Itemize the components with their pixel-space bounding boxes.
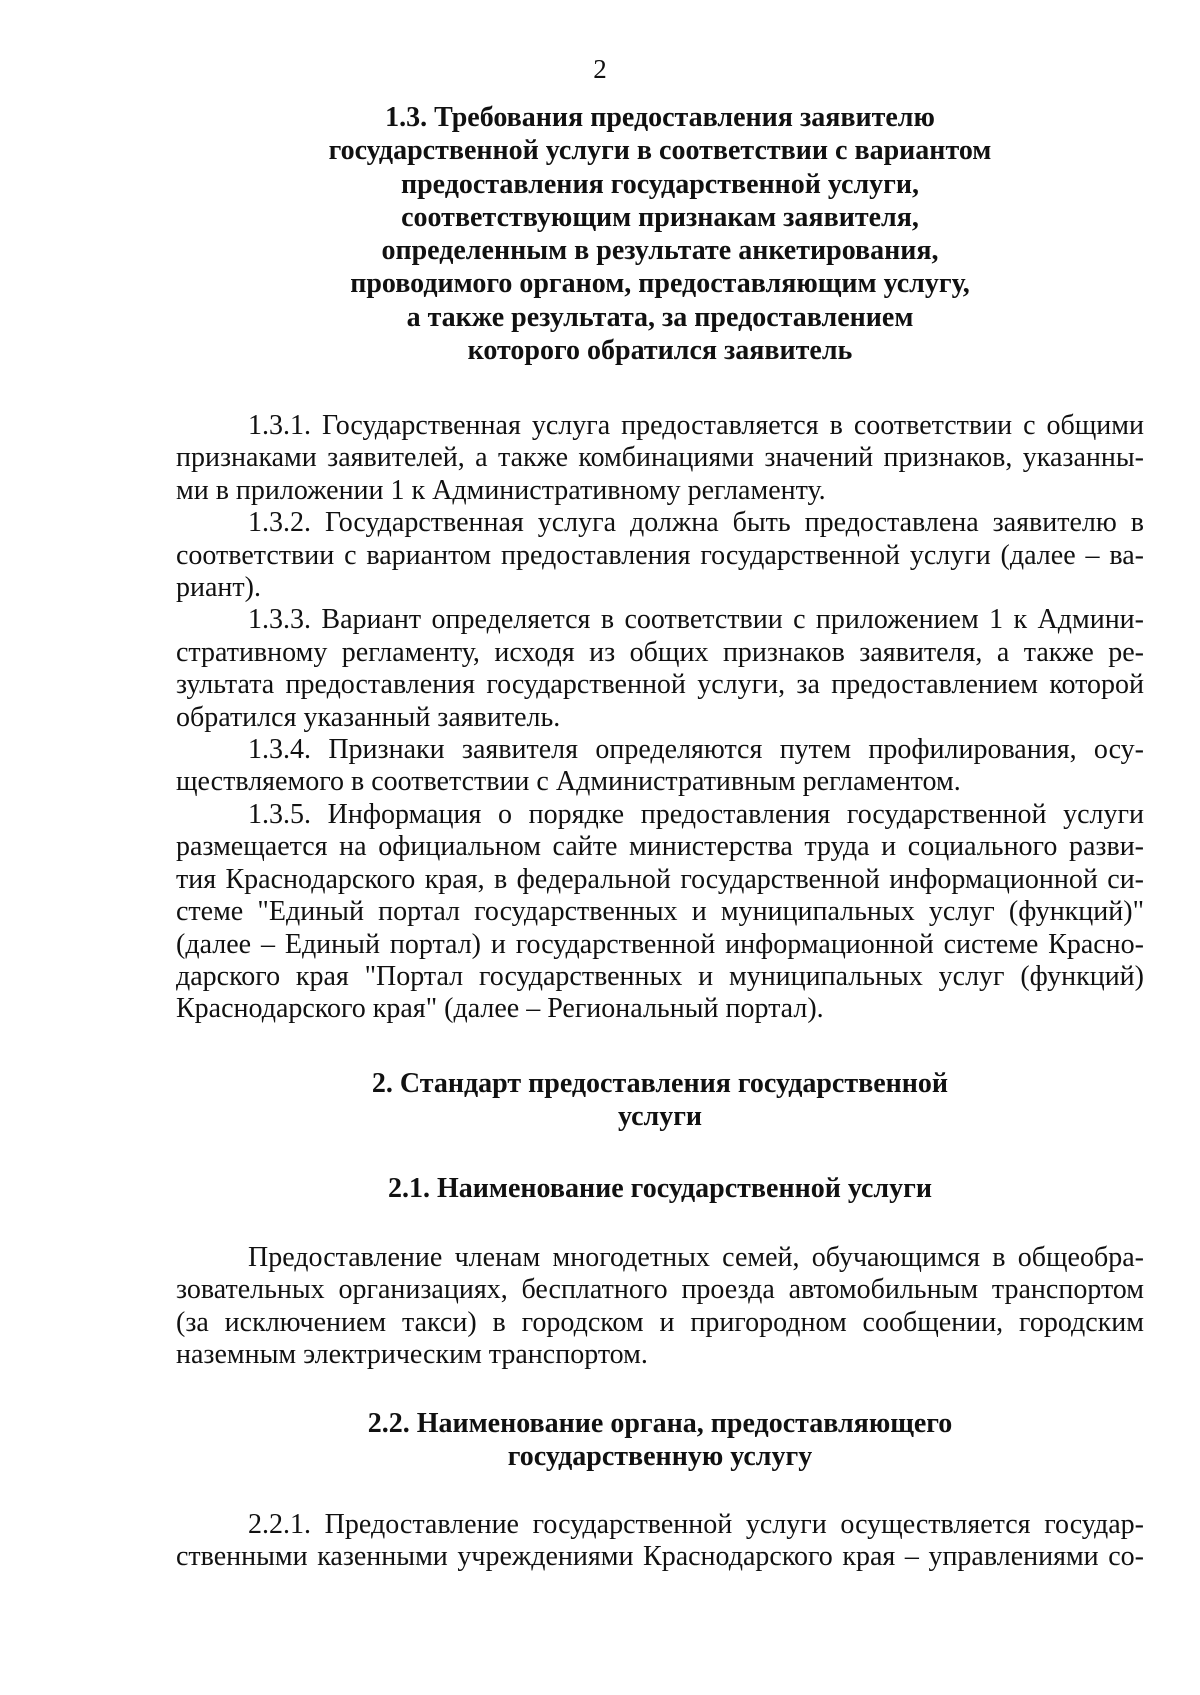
text-line: наземным электрическим транспортом.	[176, 1339, 648, 1371]
heading-1-3-line: определенным в результате анкетирования,	[381, 235, 939, 267]
text-line: риант).	[176, 572, 261, 604]
text-line: дарского края "Портал государственных и муниципальных услуг (функций)	[176, 960, 1144, 992]
heading-2-2	[176, 1407, 1144, 1474]
text-line: 2.2.1. Предоставление государственной услуги осуществляется государ-	[248, 1509, 1144, 1540]
heading-1-3-line: предоставления государственной услуги,	[400, 168, 920, 200]
text-line: 1.3.2. Государственная услуга должна быть предоставлена заявителю в	[248, 507, 1144, 539]
heading-2-line: 2. Стандарт предоставления государственной	[371, 1068, 949, 1099]
paragraph-1-3-1	[176, 410, 1144, 507]
text-line: тия Краснодарского края, в федеральной государственной информационной си-	[176, 863, 1144, 895]
text-line: стеме "Единый портал государственных и муниципальных услуг (функций)"	[176, 896, 1144, 928]
paragraph-2-2-1	[176, 1509, 1144, 1574]
text-line: стративному регламенту, исходя из общих признаков заявителя, а также ре-	[176, 636, 1144, 668]
heading-1-3-line: соответствующим признакам заявителя,	[401, 201, 919, 233]
text-line: 1.3.3. Вариант определяется в соответствии с приложением 1 к Админи-	[248, 604, 1144, 636]
heading-2-2-line: 2.2. Наименование органа, предоставляющего	[367, 1408, 953, 1439]
text-line: ственными казенными учреждениями Краснодарского края – управлениями со-	[176, 1541, 1144, 1573]
text-line: Предоставление членам многодетных семей, обучающимся в общеобра-	[248, 1242, 1144, 1273]
paragraph-1-3-3	[176, 604, 1144, 734]
text-line: 1.3.1. Государственная услуга предоставляется в соответствии с общими	[248, 410, 1144, 441]
heading-1-3-line: проводимого органом, предоставляющим услугу,	[350, 268, 970, 300]
heading-2-line: услуги	[617, 1101, 703, 1133]
text-line: ществляемого в соответствии с Административным регламентом.	[176, 766, 961, 798]
heading-2-2-line: государственную услугу	[507, 1441, 813, 1473]
paragraph-1-3-5	[176, 799, 1144, 1026]
text-line: Краснодарского края" (далее – Региональный портал).	[176, 993, 824, 1025]
heading-2-1	[176, 1172, 1144, 1205]
heading-1-3-line: а также результата, за предоставлением	[406, 301, 914, 333]
text-line: размещается на официальном сайте министерства труда и социального разви-	[176, 831, 1144, 863]
text-line: (далее – Единый портал) и государственной информационной системе Красно-	[176, 928, 1144, 960]
page-number: 2	[593, 54, 607, 84]
section-1-3-body	[176, 410, 1144, 1026]
text-line: соответствии с вариантом предоставления государственной услуги (далее – ва-	[176, 539, 1144, 571]
text-line: зовательных организациях, бесплатного проезда автомобильным транспортом	[176, 1274, 1144, 1306]
paragraph-2-1	[176, 1242, 1144, 1372]
heading-1-3-line: 1.3. Требования предоставления заявителю	[385, 102, 935, 133]
paragraph-1-3-4	[176, 734, 1144, 799]
text-line: (за исключением такси) в городском и пригородном сообщении, городским	[176, 1306, 1144, 1338]
heading-1-3	[176, 101, 1144, 367]
heading-1-3-line: государственной услуги в соответствии с вариантом	[328, 135, 992, 167]
heading-1-3-line: которого обратился заявитель	[467, 335, 853, 367]
text-line: обратился указанный заявитель.	[176, 701, 561, 733]
heading-2	[176, 1067, 1144, 1134]
paragraph-1-3-2	[176, 507, 1144, 604]
text-line: 1.3.4. Признаки заявителя определяются путем профилирования, осу-	[248, 734, 1144, 766]
text-line: зультата предоставления государственной услуги, за предоставлением которой	[176, 669, 1144, 701]
heading-2-1-line: 2.1. Наименование государственной услуги	[388, 1173, 932, 1204]
text-line: ми в приложении 1 к Административному регламенту.	[176, 474, 826, 506]
text-line: признаками заявителей, а также комбинациями значений признаков, указанны-	[176, 442, 1144, 474]
text-line: 1.3.5. Информация о порядке предоставления государственной услуги	[248, 798, 1144, 830]
